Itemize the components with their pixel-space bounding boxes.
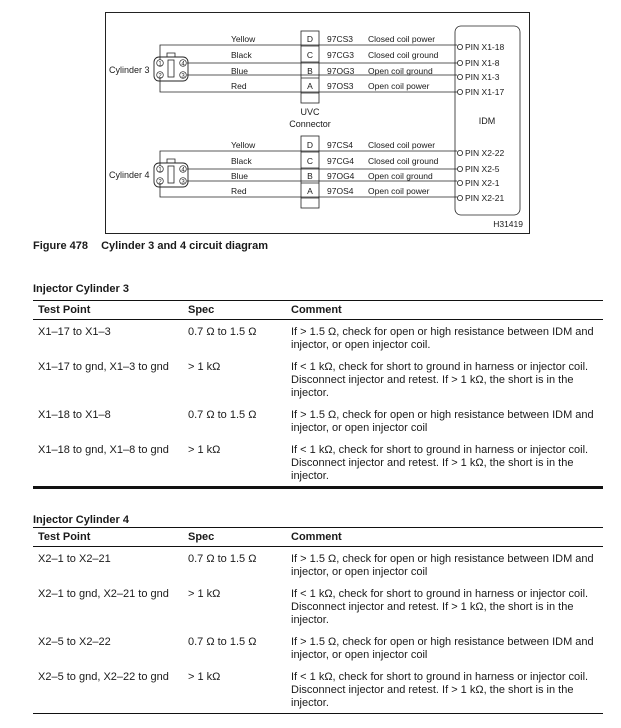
table-row xyxy=(33,320,603,356)
spec-cell: > 1 kΩ xyxy=(188,361,221,373)
wire-color-label: Red xyxy=(231,81,247,91)
pin-number: 1 xyxy=(158,167,162,174)
table-row xyxy=(33,438,603,488)
uvc-pin-label: D xyxy=(306,140,314,150)
table-row xyxy=(33,547,603,583)
uvc-pin-label: C xyxy=(306,50,314,60)
table-row xyxy=(33,665,603,714)
figure-ref-code: H31419 xyxy=(493,219,523,229)
pin-number: 3 xyxy=(181,179,185,186)
comment-cell: If > 1.5 Ω, check for open or high resistance between IDM and injector, or open injector coil. xyxy=(291,326,594,351)
idm-label: IDM xyxy=(478,116,496,126)
test-point-cell: X1–18 to X1–8 xyxy=(38,409,111,421)
spec-cell: > 1 kΩ xyxy=(188,588,221,600)
injector-cylinder-3-table xyxy=(33,300,603,489)
comment-cell: If > 1.5 Ω, check for open or high resistance between IDM and injector, or open injector coil xyxy=(291,553,594,578)
injector-plug-cyl3 xyxy=(154,53,188,81)
idm-pin-label: PIN X2-22 xyxy=(465,148,505,158)
spec-cell: 0.7 Ω to 1.5 Ω xyxy=(188,636,257,648)
test-point-cell: X2–1 to gnd, X2–21 to gnd xyxy=(38,588,169,600)
column-header-spec: Spec xyxy=(183,528,286,547)
table-row xyxy=(33,403,603,438)
circuit-function: Closed coil ground xyxy=(368,156,439,166)
table-title-cylinder-3: Injector Cylinder 3 xyxy=(33,283,129,295)
table-header-row xyxy=(33,528,603,547)
circuit-function: Closed coil power xyxy=(368,34,436,44)
wire-color-label: Blue xyxy=(231,66,249,76)
table-header-row xyxy=(33,301,603,320)
wire-color-label: Yellow xyxy=(231,140,256,150)
figure-title: Cylinder 3 and 4 circuit diagram xyxy=(101,240,268,252)
circuit-code: 97CG4 xyxy=(327,156,354,166)
circuit-diagram xyxy=(105,12,530,234)
circuit-code: 97CS3 xyxy=(327,34,353,44)
circuit-code: 97CG3 xyxy=(327,50,354,60)
pin-number: 4 xyxy=(181,61,185,68)
table-row xyxy=(33,630,603,665)
test-point-cell: X2–5 to gnd, X2–22 to gnd xyxy=(38,671,169,683)
idm-pin-label: PIN X1-17 xyxy=(465,87,505,97)
wire-color-label: Yellow xyxy=(231,34,256,44)
pin-number: 2 xyxy=(158,179,162,186)
uvc-label-line1: UVC xyxy=(300,107,320,117)
comment-cell: If < 1 kΩ, check for short to ground in harness or injector coil. Disconnect injector and retest. If > 1 kΩ, the short is in the injector. xyxy=(291,671,589,709)
injector-cylinder-4-table xyxy=(33,527,603,714)
table-title-cylinder-4: Injector Cylinder 4 xyxy=(33,514,129,526)
circuit-code: 97OS4 xyxy=(327,186,354,196)
idm-pin-label: PIN X2-1 xyxy=(465,178,500,188)
idm-pin-label: PIN X1-3 xyxy=(465,72,500,82)
uvc-pin-label: D xyxy=(306,34,314,44)
cylinder-4-label: Cylinder 4 xyxy=(109,170,150,180)
column-header-test-point: Test Point xyxy=(33,528,183,547)
pin-number: 3 xyxy=(181,73,185,80)
pin-number: 1 xyxy=(158,61,162,68)
test-point-cell: X1–18 to gnd, X1–8 to gnd xyxy=(38,444,169,456)
table-row xyxy=(33,355,603,403)
uvc-pin-label: A xyxy=(307,186,313,196)
wire-color-label: Black xyxy=(231,156,252,166)
wire-color-label: Black xyxy=(231,50,252,60)
comment-cell: If < 1 kΩ, check for short to ground in harness or injector coil. Disconnect injector and retest. If > 1 kΩ, the short is in the injector. xyxy=(291,444,589,482)
column-header-spec: Spec xyxy=(183,301,286,320)
column-header-comment: Comment xyxy=(286,528,603,547)
spec-cell: 0.7 Ω to 1.5 Ω xyxy=(188,409,257,421)
column-header-test-point: Test Point xyxy=(33,301,183,320)
circuit-function: Closed coil ground xyxy=(368,50,439,60)
uvc-pin-label: B xyxy=(307,171,313,181)
table-row xyxy=(33,582,603,630)
circuit-code: 97OG3 xyxy=(327,66,355,76)
wire-color-label: Blue xyxy=(231,171,249,181)
injector-plug-cyl4 xyxy=(154,159,188,187)
pin-number: 2 xyxy=(158,73,162,80)
spec-cell: > 1 kΩ xyxy=(188,671,221,683)
circuit-code: 97OS3 xyxy=(327,81,354,91)
comment-cell: If < 1 kΩ, check for short to ground in harness or injector coil. Disconnect injector and retest. If > 1 kΩ, the short is in the injector. xyxy=(291,361,589,399)
idm-pin-label: PIN X2-5 xyxy=(465,164,500,174)
comment-cell: If > 1.5 Ω, check for open or high resistance between IDM and injector, or open injector coil xyxy=(291,636,594,661)
uvc-pin-label: A xyxy=(307,81,313,91)
spec-cell: > 1 kΩ xyxy=(188,444,221,456)
idm-pin-label: PIN X2-21 xyxy=(465,193,505,203)
circuit-function: Open coil power xyxy=(368,186,430,196)
circuit-code: 97OG4 xyxy=(327,171,355,181)
idm-pin-label: PIN X1-18 xyxy=(465,42,505,52)
uvc-pin-label: C xyxy=(306,156,314,166)
figure-number: Figure 478 xyxy=(33,240,89,252)
circuit-code: 97CS4 xyxy=(327,140,353,150)
test-point-cell: X2–1 to X2–21 xyxy=(38,553,111,565)
spec-cell: 0.7 Ω to 1.5 Ω xyxy=(188,326,257,338)
circuit-function: Open coil ground xyxy=(368,171,433,181)
column-header-comment: Comment xyxy=(286,301,603,320)
cylinder-3-label: Cylinder 3 xyxy=(109,65,150,75)
figure-caption xyxy=(33,240,268,252)
comment-cell: If > 1.5 Ω, check for open or high resistance between IDM and injector, or open injector coil xyxy=(291,409,594,434)
spec-cell: 0.7 Ω to 1.5 Ω xyxy=(188,553,257,565)
circuit-function: Open coil power xyxy=(368,81,430,91)
idm-pin-label: PIN X1-8 xyxy=(465,58,500,68)
uvc-pin-label: B xyxy=(307,66,313,76)
pin-number: 4 xyxy=(181,167,185,174)
test-point-cell: X1–17 to gnd, X1–3 to gnd xyxy=(38,361,169,373)
test-point-cell: X2–5 to X2–22 xyxy=(38,636,111,648)
wire-color-label: Red xyxy=(231,186,247,196)
circuit-function: Closed coil power xyxy=(368,140,436,150)
comment-cell: If < 1 kΩ, check for short to ground in harness or injector coil. Disconnect injector and retest. If > 1 kΩ, the short is in the injector. xyxy=(291,588,589,626)
test-point-cell: X1–17 to X1–3 xyxy=(38,326,111,338)
uvc-label-line2: Connector xyxy=(289,119,331,129)
circuit-function: Open coil ground xyxy=(368,66,433,76)
